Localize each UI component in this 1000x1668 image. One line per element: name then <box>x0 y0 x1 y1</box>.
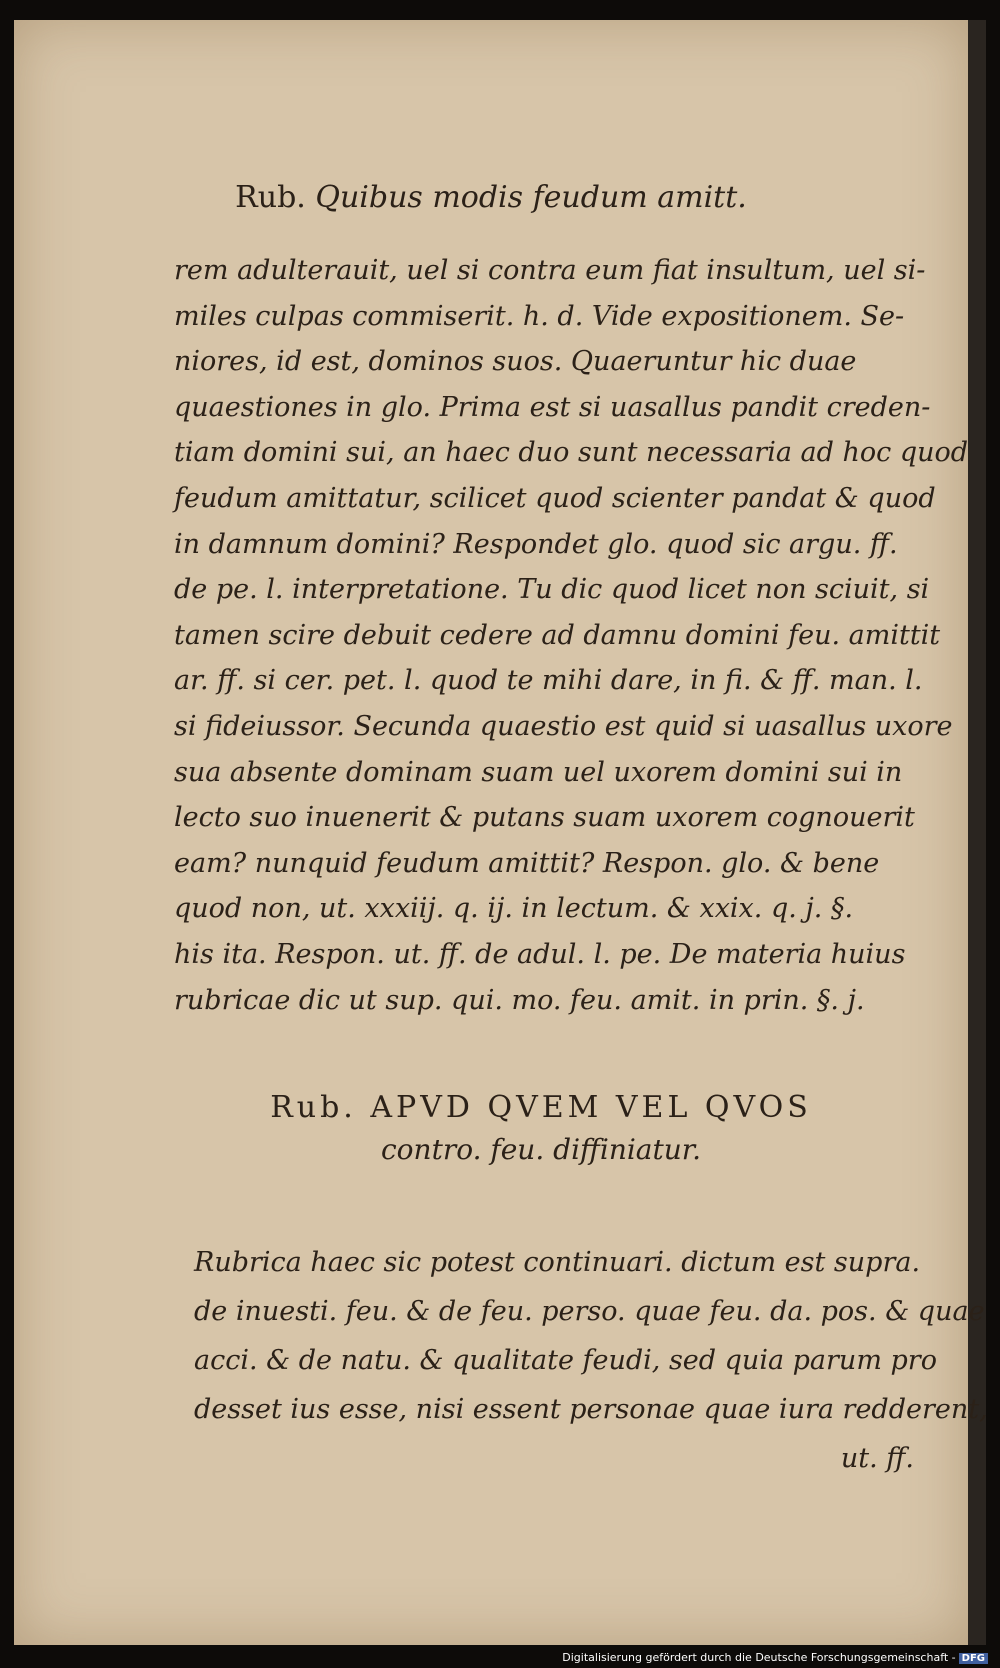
text-line: rem adulterauit, uel si contra eum fiat insultum, uel si- <box>174 255 926 286</box>
book-page <box>14 20 986 1645</box>
catchword: ut. ff. <box>840 1443 914 1474</box>
text-line: quaestiones in glo. Prima est si uasallus pandit creden- <box>174 391 931 423</box>
text-line: in damnum domini? Respondet glo. quod sic argu. ff. <box>174 528 898 560</box>
text-line: tiam domini sui, an haec duo sunt necessaria ad hoc quod <box>174 437 969 469</box>
text-line: de inuesti. feu. & de feu. perso. quae feu. da. pos. & quae <box>194 1296 985 1327</box>
text-line: rubricae dic ut sup. qui. mo. feu. amit. in prin. §. j. <box>174 984 865 1016</box>
running-header <box>14 180 968 215</box>
text-line: si fideiussor. Secunda quaestio est quid si uasallus uxore <box>174 710 953 742</box>
text-line: tamen scire debuit cedere ad damnu domini feu. amittit <box>174 619 941 651</box>
text-line: his ita. Respon. ut. ff. de adul. l. pe. De materia huius <box>174 938 906 970</box>
rubric-subtitle: contro. feu. diffiniatur. <box>381 1133 701 1166</box>
text-line: Rubrica haec sic potest continuari. dictum est supra. <box>194 1247 921 1278</box>
text-line: lecto suo inuenerit & putans suam uxorem cognouerit <box>174 802 915 834</box>
paragraph-2 <box>194 1238 988 1483</box>
paragraph-1 <box>174 248 969 1023</box>
text-line: eam? nunquid feudum amittit? Respon. glo. & bene <box>174 847 880 879</box>
header-rub: Rub. <box>235 180 306 215</box>
text-line: ar. ff. si cer. pet. l. quod te mihi dare, in fi. & ff. man. l. <box>174 665 923 697</box>
header-title: Quibus modis feudum amitt. <box>315 180 747 215</box>
text-line: feudum amittatur, scilicet quod scienter pandat & quod <box>174 482 936 514</box>
rubric-heading <box>214 1090 868 1166</box>
credit-text: Digitalisierung gefördert durch die Deutsche Forschungsgemeinschaft - <box>562 1651 956 1664</box>
dfg-logo: DFG <box>959 1653 988 1664</box>
text-line: sua absente dominam suam uel uxorem domini sui in <box>174 756 903 788</box>
text-line: niores, id est, dominos suos. Quaeruntur hic duae <box>174 346 857 378</box>
text-line: miles culpas commiserit. h. d. Vide expositionem. Se- <box>174 300 905 332</box>
text-line: quod non, ut. xxxiij. q. ij. in lectum. & xxix. q. j. §. <box>174 893 854 925</box>
text-line: de pe. l. interpretatione. Tu dic quod licet non sciuit, si <box>174 574 930 606</box>
text-line: desset ius esse, nisi essent personae quae iura redderent, <box>194 1394 988 1425</box>
rubric-title: Rub. APVD QVEM VEL QVOS <box>270 1090 812 1125</box>
digitization-credit <box>562 1651 988 1664</box>
text-line: acci. & de natu. & qualitate feudi, sed quia parum pro <box>194 1345 937 1376</box>
